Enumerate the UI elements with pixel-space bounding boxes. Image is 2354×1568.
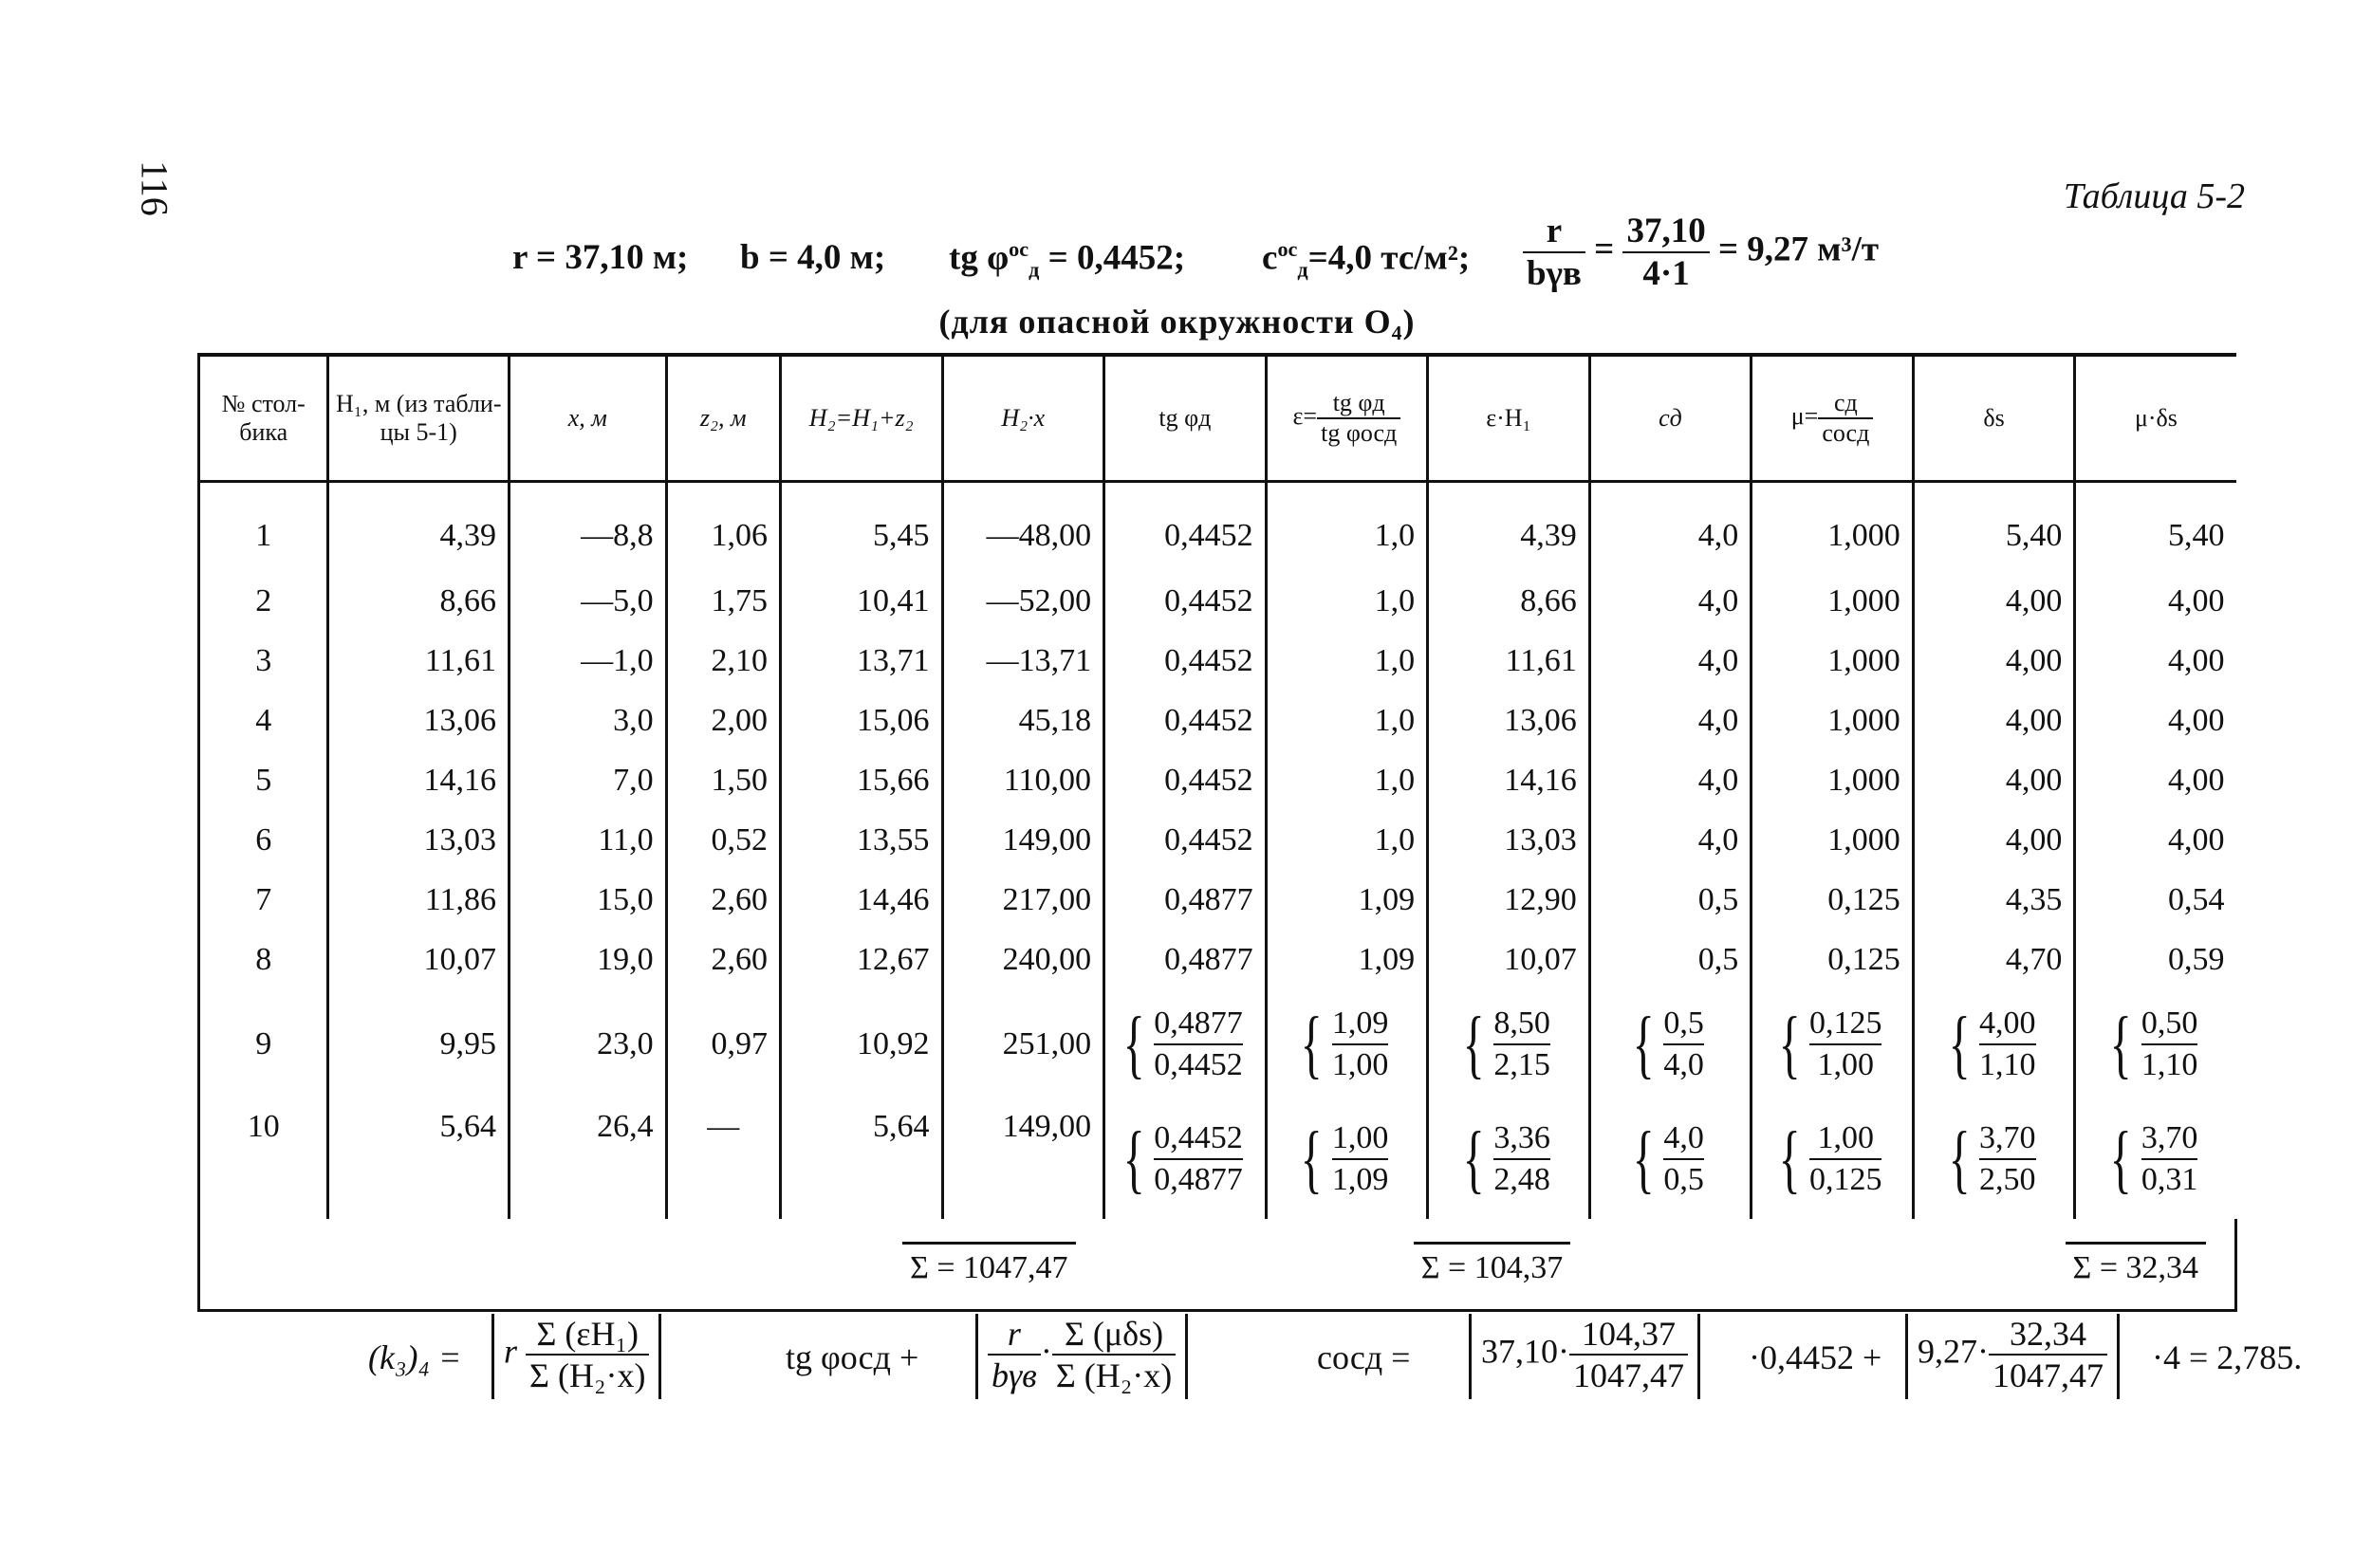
header-mu-ds: μ·δs <box>2075 355 2236 482</box>
sum-row <box>199 1219 2236 1311</box>
table-cell: 26,4 <box>510 1099 667 1219</box>
table-cell: 1,000 <box>1752 482 1914 572</box>
table-cell: 19,0 <box>510 930 667 989</box>
table-cell: 5,64 <box>328 1099 510 1219</box>
table-row <box>199 989 2236 1099</box>
data-table <box>197 353 2237 1312</box>
table-cell: 1,06 <box>666 482 780 572</box>
table-cell: 14,16 <box>1428 750 1590 810</box>
table-cell: 1,75 <box>666 571 780 631</box>
formula-bracket-4: 9,27· $\frac{32,34}{1047,47}$ <box>1905 1314 2120 1399</box>
table-cell: 1,0 <box>1266 691 1428 750</box>
table-cell: 1,0 <box>1266 810 1428 870</box>
table-cell <box>1589 1219 1913 1311</box>
table-cell: { 0,125 1,00 <box>1752 989 1914 1099</box>
table-cell: 4,0 <box>1589 810 1752 870</box>
table-cell: 11,61 <box>1428 631 1590 691</box>
header-z2: z₂, м <box>666 355 780 482</box>
table-cell: 10,41 <box>780 571 942 631</box>
table-cell: { 4,0 0,5 <box>1589 1099 1752 1219</box>
table-cell: 0,5 <box>1589 930 1752 989</box>
formula-bracket-1: r $\frac{\text{Σ (εH₁)}}{\text{Σ (H₂·x)}}$ <box>491 1314 661 1399</box>
table-cell: —52,00 <box>942 571 1104 631</box>
formula-tg: tg φосд + <box>786 1338 919 1376</box>
table-row <box>199 482 2236 572</box>
table-cell: 13,71 <box>780 631 942 691</box>
table-row <box>199 631 2236 691</box>
table-cell: 2 <box>199 571 328 631</box>
table-cell: 1,000 <box>1752 571 1914 631</box>
table-cell: 4,00 <box>1913 810 2075 870</box>
table-cell: 4,70 <box>1913 930 2075 989</box>
table-cell: { 0,4452 0,4877 <box>1104 1099 1267 1219</box>
table-cell: 2,60 <box>666 930 780 989</box>
header-c: cд <box>1589 355 1752 482</box>
table-cell: 0,97 <box>666 989 780 1099</box>
sum-h2x: Σ = 1047,47 <box>780 1219 1103 1311</box>
table-cell: { 1,09 1,00 <box>1266 989 1428 1099</box>
table-cell: 1,09 <box>1266 930 1428 989</box>
table-cell: 9,95 <box>328 989 510 1099</box>
table-cell: 0,4877 <box>1104 930 1267 989</box>
table-cell: 1 <box>199 482 328 572</box>
table-cell: 0,52 <box>666 810 780 870</box>
table-cell: 110,00 <box>942 750 1104 810</box>
param-b: b = 4,0 м; <box>740 238 886 277</box>
table-cell: 15,66 <box>780 750 942 810</box>
table-cell: 0,4452 <box>1104 571 1267 631</box>
table-cell: { 0,5 4,0 <box>1589 989 1752 1099</box>
table-cell: 4,00 <box>2075 571 2236 631</box>
table-cell: 0,4452 <box>1104 631 1267 691</box>
table-cell: 1,0 <box>1266 571 1428 631</box>
page-number: 116 <box>133 160 176 216</box>
table-cell: 0,4452 <box>1104 750 1267 810</box>
table-cell: 10 <box>199 1099 328 1219</box>
table-cell: 4,35 <box>1913 870 2075 930</box>
table-cell: 15,06 <box>780 691 942 750</box>
table-cell: 23,0 <box>510 989 667 1099</box>
table-cell: { 1,00 0,125 <box>1752 1099 1914 1219</box>
table-cell: 14,46 <box>780 870 942 930</box>
table-cell: 10,07 <box>328 930 510 989</box>
table-cell: 4,39 <box>1428 482 1590 572</box>
table-cell: 251,00 <box>942 989 1104 1099</box>
table-row <box>199 870 2236 930</box>
table-cell: 0,5 <box>1589 870 1752 930</box>
table-cell: 0,125 <box>1752 870 1914 930</box>
header-row <box>199 355 2236 482</box>
table-row <box>199 691 2236 750</box>
table-cell: 12,90 <box>1428 870 1590 930</box>
table-cell: 6 <box>199 810 328 870</box>
table-cell: 4,00 <box>2075 691 2236 750</box>
table-cell: —8,8 <box>510 482 667 572</box>
table-row <box>199 930 2236 989</box>
table-cell: 4,00 <box>1913 631 2075 691</box>
table-cell: 7,0 <box>510 750 667 810</box>
header-h1: H₁, м (из табли-цы 5-1) <box>328 355 510 482</box>
table-cell: 0,4877 <box>1104 870 1267 930</box>
header-h2x: H₂·x <box>942 355 1104 482</box>
table-cell: 5,45 <box>780 482 942 572</box>
table-cell: 0,54 <box>2075 870 2236 930</box>
table-cell: 13,03 <box>1428 810 1590 870</box>
table-cell: 5 <box>199 750 328 810</box>
table-cell: 4,0 <box>1589 571 1752 631</box>
table-cell: 1,0 <box>1266 631 1428 691</box>
table-cell: 8,66 <box>328 571 510 631</box>
table-cell: 11,0 <box>510 810 667 870</box>
table-cell: 4,00 <box>1913 691 2075 750</box>
table-cell: 1,000 <box>1752 810 1914 870</box>
table-cell: 2,60 <box>666 870 780 930</box>
table-cell: 4,0 <box>1589 691 1752 750</box>
table-row <box>199 810 2236 870</box>
table-cell: 4,00 <box>2075 810 2236 870</box>
table-cell: 4,00 <box>1913 750 2075 810</box>
table-cell: { 0,4877 0,4452 <box>1104 989 1267 1099</box>
table-row <box>199 571 2236 631</box>
table-cell: 4,00 <box>2075 750 2236 810</box>
table-cell: 1,0 <box>1266 482 1428 572</box>
table-cell: 13,55 <box>780 810 942 870</box>
table-cell: 45,18 <box>942 691 1104 750</box>
table-cell: 13,06 <box>328 691 510 750</box>
parameters-line <box>512 211 1993 296</box>
table-cell: 13,06 <box>1428 691 1590 750</box>
table-cell: { 4,00 1,10 <box>1913 989 2075 1099</box>
table-cell: 0,125 <box>1752 930 1914 989</box>
table-cell: 1,0 <box>1266 750 1428 810</box>
header-column-number: № стол-бика <box>199 355 328 482</box>
table-cell <box>199 1219 781 1311</box>
table-cell: 1,000 <box>1752 691 1914 750</box>
table-cell: 9 <box>199 989 328 1099</box>
table-title: Таблица 5-2 <box>2063 176 2245 216</box>
table-cell: —13,71 <box>942 631 1104 691</box>
header-h2: H₂=H₁+z₂ <box>780 355 942 482</box>
table-cell: —1,0 <box>510 631 667 691</box>
table-cell: 149,00 <box>942 810 1104 870</box>
table-cell: 1,50 <box>666 750 780 810</box>
table-cell: 4,00 <box>1913 571 2075 631</box>
table-cell: { 3,70 2,50 <box>1913 1099 2075 1219</box>
formula-lhs: (k₃)₄ = <box>368 1338 462 1376</box>
table-cell: 5,40 <box>2075 482 2236 572</box>
table-cell: 2,10 <box>666 631 780 691</box>
table-cell: 0,59 <box>2075 930 2236 989</box>
table-subtitle: (для опасной окружности O₄) <box>938 303 1416 341</box>
header-ds: δs <box>1913 355 2075 482</box>
table-cell: 11,61 <box>328 631 510 691</box>
table-cell: 12,67 <box>780 930 942 989</box>
param-fraction: $\frac{r}{\text{bγв}}$ = $\frac{37,10}{4\cdot 1}$ = 9,27 м³/т <box>1523 211 1879 294</box>
table-cell: 0,4452 <box>1104 691 1267 750</box>
table-cell: { 0,50 1,10 <box>2075 989 2236 1099</box>
stability-formula <box>368 1309 2303 1413</box>
sum-muds: Σ = 32,34 <box>1913 1219 2235 1311</box>
table-cell: 1,000 <box>1752 631 1914 691</box>
table-cell: { 8,50 2,15 <box>1428 989 1590 1099</box>
table-cell: 13,03 <box>328 810 510 870</box>
header-epsilon: ε= $\frac{\text{tg φд}}{\text{tg φосд}}$ <box>1266 355 1428 482</box>
table-cell: 4 <box>199 691 328 750</box>
table-cell: 10,92 <box>780 989 942 1099</box>
table-cell: 5,40 <box>1913 482 2075 572</box>
table-cell <box>1104 1219 1267 1311</box>
table-cell: 3 <box>199 631 328 691</box>
param-c: $c^{ос}_д=4,0$ тс/м²; <box>1262 237 1471 282</box>
table-cell: 3,0 <box>510 691 667 750</box>
table-cell: 4,0 <box>1589 482 1752 572</box>
param-tg: tg $\varphi^{ос}_д = 0,4452$; <box>949 237 1186 282</box>
header-x: x, м <box>510 355 667 482</box>
table-cell: 1,000 <box>1752 750 1914 810</box>
table-cell: 5,64 <box>780 1099 942 1219</box>
header-epsilon-h1: ε·H₁ <box>1428 355 1590 482</box>
formula-mid: ·0,4452 + <box>1749 1338 1882 1376</box>
formula-bracket-3: 37,10· $\frac{104,37}{1047,47}$ <box>1469 1314 1700 1399</box>
table-cell: { 3,36 2,48 <box>1428 1099 1590 1219</box>
table-cell: —5,0 <box>510 571 667 631</box>
header-mu: μ= $\frac{cд}{\text{cосд}}$ <box>1752 355 1914 482</box>
table-cell: 1,09 <box>1266 870 1428 930</box>
table-cell: 8,66 <box>1428 571 1590 631</box>
table-cell: —48,00 <box>942 482 1104 572</box>
table-cell: 217,00 <box>942 870 1104 930</box>
table-cell: 2,00 <box>666 691 780 750</box>
table-cell: 4,00 <box>2075 631 2236 691</box>
sum-eh: Σ = 104,37 <box>1266 1219 1589 1311</box>
table-cell: 14,16 <box>328 750 510 810</box>
table-cell: { 1,00 1,09 <box>1266 1099 1428 1219</box>
formula-bracket-2: $\frac{r}{\text{bγв}}$ · $\frac{\text{Σ (μδs)}}{\text{Σ (H₂·x)}}$ <box>975 1314 1188 1399</box>
table-cell: 4,39 <box>328 482 510 572</box>
table-cell: { 3,70 0,31 <box>2075 1099 2236 1219</box>
table-cell: 10,07 <box>1428 930 1590 989</box>
table-cell: 8 <box>199 930 328 989</box>
table-cell: 0,4452 <box>1104 482 1267 572</box>
table-cell: 0,4452 <box>1104 810 1267 870</box>
table-row <box>199 750 2236 810</box>
header-tg: tg φд <box>1104 355 1267 482</box>
table-row <box>199 1099 2236 1219</box>
table-cell: 11,86 <box>328 870 510 930</box>
param-r: r = 37,10 м; <box>512 238 689 277</box>
table-cell: 149,00 <box>942 1099 1104 1219</box>
table-cell: 15,0 <box>510 870 667 930</box>
table-cell: 4,0 <box>1589 631 1752 691</box>
table-cell: 4,0 <box>1589 750 1752 810</box>
formula-c: cосд = <box>1317 1338 1411 1376</box>
table-cell: 7 <box>199 870 328 930</box>
table-cell: 240,00 <box>942 930 1104 989</box>
table-cell: — <box>666 1099 780 1219</box>
formula-result: ·4 = 2,785. <box>2152 1338 2303 1376</box>
